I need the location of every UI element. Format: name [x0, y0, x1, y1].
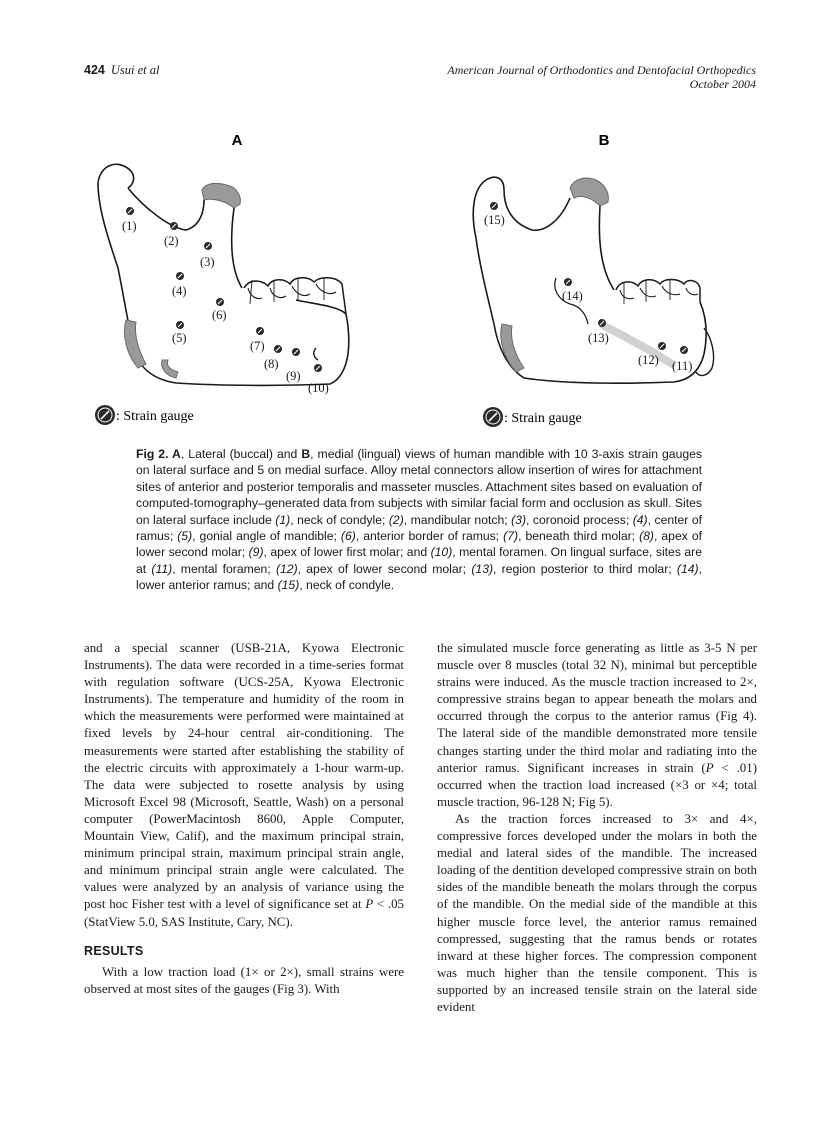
- caption-site-number: (3): [511, 512, 527, 527]
- strain-gauge-icon: [490, 202, 498, 210]
- site-label-1: (1): [122, 219, 137, 233]
- issue-date: October 2004: [689, 77, 756, 91]
- page-number: 424: [84, 63, 105, 77]
- caption-site-number: (7): [503, 529, 519, 544]
- caption-panel-a: A: [168, 447, 181, 461]
- site-label-4: (4): [172, 284, 187, 298]
- strain-gauge-icon: [314, 364, 322, 372]
- figure-caption: [136, 446, 702, 594]
- paragraph: As the traction forces increased to 3× and 4×, compressive forces developed under the molars in both the medial and lateral sides of the mandible. The increased loading of the dentition developed compressive strain on both sides of the mandible beneath the molars through the corpus of the mandible. On the medial side of the mandible at this higher muscle force level, the anterior ramus remained compressed, suggesting that the ramus bends or rotates inward at these higher forces. The compression component was much higher than the tensile component. This is supported by an increased tensile strain on the lateral side evident: [437, 811, 757, 1014]
- figure-2: [84, 128, 756, 433]
- caption-label: Fig 2.: [136, 447, 169, 461]
- strain-gauge-icon: [292, 348, 300, 356]
- panel-b-label: B: [598, 132, 610, 149]
- caption-site-text: , neck of condyle;: [290, 512, 389, 527]
- caption-site-number: (1): [275, 512, 291, 527]
- legend-a: [95, 405, 194, 425]
- body-column-left: [84, 640, 404, 998]
- caption-site-number: (6): [340, 529, 356, 544]
- strain-gauge-icon: [598, 319, 606, 327]
- italic-symbol: P: [705, 760, 714, 775]
- site-label-7: (7): [250, 339, 265, 353]
- caption-site-text: , lower anterior ramus; and: [136, 561, 702, 593]
- strain-gauge-icon: [256, 327, 264, 335]
- strain-gauge-icon: [658, 342, 666, 350]
- caption-site-text: , anterior border of ramus;: [355, 529, 504, 544]
- site-label-14: (14): [562, 289, 583, 303]
- paragraph-text: < .05 (StatView 5.0, SAS Institute, Cary, NC).: [84, 897, 404, 929]
- strain-gauge-icon: [176, 321, 184, 329]
- site-label-10: (10): [308, 381, 329, 395]
- site-label-6: (6): [212, 308, 227, 322]
- italic-symbol: P: [365, 897, 374, 912]
- site-label-5: (5): [172, 331, 187, 345]
- strain-gauge-icon: [170, 222, 178, 230]
- paragraph-text: and a special scanner (USB-21A, Kyowa Electronic Instruments). The data were recorded in a time-series format with regulation software (UCS-25A, Kyowa Electronic Instruments). The temperature and humidity of the room in which the measurements were performed were maintained at fixed levels by 24-hour central air-conditioning. The measurements were started after establishing the stability of the electric circuits with approximately a 1-hour warm-up. The data were subjected to rosette analysis by using Microsoft Excel 98 (Microsoft, Seattle, Wash) on a personal computer (PowerMacintosh 8600, Apple Computer, Mountain View, Calif), and the maximum principal strain, minimum principal strain, maximum principal strain angle, and minimum principal strain angle were calculated. The values were analyzed by an analysis of variance using the post hoc Fisher test with a level of significance set at: [84, 641, 404, 912]
- strain-gauge-icon: [680, 346, 688, 354]
- caption-site-text: , mental foramen. On lingual surface, sites are at: [136, 545, 702, 576]
- paragraph: [84, 640, 404, 931]
- paragraph-text: < .01) occurred when the traction load increased (×3 or ×4; total muscle traction, 96-128 N; Fig 5).: [437, 760, 757, 809]
- paragraph-text: the simulated muscle force generating as little as 3-5 N per muscle over 8 muscles (total 32 N), minimal but perceptible strains were induced. As the muscle traction increased to 2×, compressive strains began to appear beneath the molars and occurred through the corpus to the anterior ramus (Fig 4). The lateral side of the mandible demonstrated more tensile changes starting under the third molar and radiating into the anterior ramus. Significant increases in strain (: [437, 641, 757, 775]
- strain-gauge-icon: [564, 278, 572, 286]
- site-label-2: (2): [164, 234, 179, 248]
- body-column-right: [437, 640, 757, 1016]
- legend-a-text: : Strain gauge: [116, 409, 194, 424]
- caption-site-number: (10): [430, 545, 453, 560]
- caption-site-number: (9): [248, 545, 264, 560]
- caption-site-text: , neck of condyle.: [299, 578, 395, 593]
- caption-site-number: (2): [388, 512, 404, 527]
- running-header: [84, 63, 756, 95]
- caption-site-number: (11): [151, 561, 173, 576]
- caption-site-text: , apex of lower second molar;: [297, 561, 472, 576]
- site-label-8: (8): [264, 357, 279, 371]
- caption-site-number: (4): [632, 512, 648, 527]
- caption-site-number: (8): [639, 529, 654, 544]
- paragraph: With a low traction load (1× or 2×), small strains were observed at most sites of the gauges (Fig 3). With: [84, 964, 404, 996]
- caption-site-text: , coronoid process;: [526, 512, 633, 527]
- strain-gauge-icon: [274, 345, 282, 353]
- caption-panel-b: B: [301, 447, 311, 461]
- caption-text: , medial (lingual) views of human mandible with 10 3-axis strain gauges on lateral surface and 5 on medial surface. Alloy metal connectors allow insertion of wires for attachment sites of anterior and posterior temporalis and masseter muscles. Attachment sites based on evaluation of computed-tomography–generated data from subjects with similar facial form and occlusion as skull. Sites on lateral surface include: [136, 447, 702, 527]
- caption-site-number: (12): [275, 561, 298, 576]
- caption-site-text: , center of ramus;: [136, 512, 703, 544]
- strain-gauge-icon: [176, 272, 184, 280]
- strain-gauge-icon: [216, 298, 224, 306]
- caption-site-text: , gonial angle of mandible;: [192, 529, 341, 544]
- caption-text: , Lateral (buccal) and: [180, 447, 302, 461]
- header-left: [84, 63, 159, 78]
- journal-title: American Journal of Orthodontics and Dentofacial Orthopedics: [447, 63, 756, 77]
- caption-site-number: (13): [471, 561, 494, 576]
- caption-site-text: , mandibular notch;: [403, 512, 512, 527]
- legend-b-text: : Strain gauge: [504, 411, 582, 426]
- caption-site-text: , mental foramen;: [172, 561, 276, 576]
- mandible-illustration: [84, 128, 756, 433]
- site-label-13: (13): [588, 331, 609, 345]
- caption-site-text: , apex of lower first molar; and: [263, 545, 431, 560]
- caption-site-number: (14): [676, 561, 699, 576]
- caption-site-text: , apex of lower second molar;: [136, 529, 702, 560]
- site-label-15: (15): [484, 213, 505, 227]
- strain-gauge-icon: [126, 207, 134, 215]
- header-authors: Usui et al: [110, 63, 160, 77]
- site-label-12: (12): [638, 353, 659, 367]
- strain-gauge-icon: [204, 242, 212, 250]
- section-heading-results: RESULTS: [84, 943, 144, 958]
- legend-b: [483, 407, 582, 427]
- panel-a-label: A: [231, 132, 243, 149]
- caption-site-number: (15): [277, 578, 300, 593]
- mandible-medial-view: [473, 177, 713, 427]
- header-right: [447, 63, 756, 91]
- caption-site-number: (5): [177, 529, 193, 544]
- caption-site-text: , beneath third molar;: [518, 529, 640, 544]
- site-label-3: (3): [200, 255, 215, 269]
- mandible-lateral-view: [95, 164, 349, 425]
- caption-site-text: , region posterior to third molar;: [493, 561, 677, 576]
- site-label-9: (9): [286, 369, 301, 383]
- paragraph: [437, 640, 757, 811]
- site-label-11: (11): [672, 359, 693, 373]
